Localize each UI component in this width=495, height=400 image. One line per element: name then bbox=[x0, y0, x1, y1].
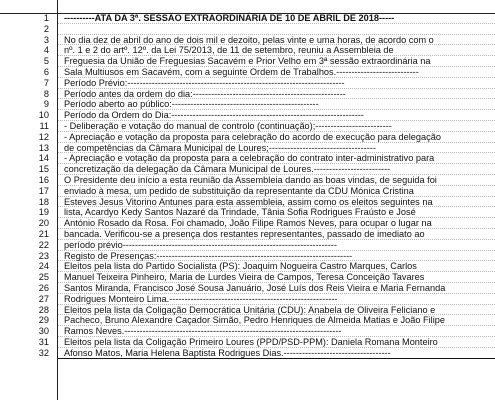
line-number: 1 bbox=[43, 13, 49, 23]
line-number: 26 bbox=[38, 282, 49, 293]
text-line: Eleitos pela lista da Coligação Primeiro Loures (PPD/PSD-PPM): Daniela Romana Monteiro bbox=[58, 337, 495, 348]
text-line: concretização da delegação da Câmara Municipal de Loures.------------------------- bbox=[58, 164, 495, 175]
text-line: Santos Miranda, Francisco José Sousa Januário, José Luís dos Reis Vieira e Maria Fernanda bbox=[58, 283, 495, 294]
text-line: - Deliberação e votação do manual de controlo (continuação);------------------------- bbox=[58, 121, 495, 132]
text-line: Esteves Jesus Vitorino Antunes para esta assembleia, assim como os eleitos seguintes na bbox=[58, 197, 495, 208]
line-number: 7 bbox=[43, 77, 49, 88]
text-line: Período aberto ao público:------------------------------------------------ bbox=[58, 99, 495, 110]
text-line: Período antes da ordem do dia:-------------------------------------------------- bbox=[58, 89, 495, 100]
line-number: 17 bbox=[38, 185, 49, 196]
text-line: Ramos Neves.----------------------------------------------------------------------- bbox=[58, 326, 495, 337]
line-number: 16 bbox=[38, 174, 49, 185]
line-number: 4 bbox=[43, 45, 49, 56]
line-number: 23 bbox=[38, 250, 49, 261]
line-number: 10 bbox=[38, 110, 49, 121]
line-number: 25 bbox=[38, 272, 49, 283]
text-line: Eleitos pela lista do Partido Socialista (PS): Joaquim Nogueira Castro Marques, Carlos bbox=[58, 261, 495, 272]
text-line: António Rosado da Rosa. Foi chamado, João Filipe Ramos Neves, para ocupar o lugar na bbox=[58, 218, 495, 229]
text-line: Freguesia da União de Freguesias Sacavém e Prior Velho em 3ª sessão extraordinária na bbox=[58, 56, 495, 67]
line-number: 32 bbox=[38, 347, 49, 358]
line-number: 9 bbox=[43, 99, 49, 110]
text-line: de competências da Câmara Municipal de Loures;----------------------------------- bbox=[58, 143, 495, 154]
line-number: 28 bbox=[38, 304, 49, 315]
text-column bbox=[58, 0, 495, 400]
line-number: 12 bbox=[38, 131, 49, 142]
line-number: 29 bbox=[38, 315, 49, 326]
text-line: Manuel Teixeira Pinheiro, Maria de Lurdes Vieira de Campos, Teresa Conceição Tavares bbox=[58, 272, 495, 283]
line-number: 20 bbox=[38, 218, 49, 229]
line-number: 31 bbox=[38, 336, 49, 347]
line-number: 5 bbox=[43, 56, 49, 67]
text-line: Registo de Presenças:---------------------------------------------------------------- bbox=[58, 251, 495, 262]
line-number: 6 bbox=[43, 66, 49, 77]
line-number: 24 bbox=[38, 261, 49, 272]
line-number: 21 bbox=[38, 228, 49, 239]
line-number: 8 bbox=[43, 88, 49, 99]
text-line: O Presidente deu início a esta reunião da Assembleia dando as boas vindas, de seguida foi bbox=[58, 175, 495, 186]
text-line: enviado à mesa, um pedido de substituição da representante da CDU Mónica Cristina bbox=[58, 186, 495, 197]
text-line: Rodrigues Monteiro Lima.------------------------------------------------------- bbox=[58, 294, 495, 305]
text-line: Eleitos pela lista da Coligação Democrática Unitária (CDU): Anabela de Oliveira Feliciano e bbox=[58, 305, 495, 316]
text-line: Período Prévio:----------------------------------------------------------------------- bbox=[58, 78, 495, 89]
text-line: - Apreciação e votação da proposta para a celebração do contrato inter-administrativo para bbox=[58, 153, 495, 164]
text-line: Período da Ordem do Dia:--------------------------------------------------------------- bbox=[58, 110, 495, 121]
line-number: 11 bbox=[39, 120, 49, 131]
text-line: Sala Multiusos em Sacavém, com a seguinte Ordem de Trabalhos.--------------------------- bbox=[58, 67, 495, 78]
text-line: Pacheco, Bruno Alexandre Caçador Simão, Pedro Henriques de Almeida Matias e João Filipe bbox=[58, 315, 495, 326]
text-line: lista, Acardyo Kedy Santos Nazaré da Trindade, Tânia Sofia Rodrigues Fraústo e José bbox=[58, 207, 495, 218]
text-line: Afonso Matos, Maria Helena Baptista Rodrigues Dias.----------------------------------- bbox=[58, 348, 495, 359]
text-line: No dia dez de abril do ano de dois mil e dezoito, pelas vinte e uma horas, de acordo com o bbox=[58, 35, 495, 46]
header-rule bbox=[0, 13, 495, 14]
line-number: 27 bbox=[38, 293, 49, 304]
line-number: 2 bbox=[43, 23, 49, 34]
line-number: 18 bbox=[38, 196, 49, 207]
text-line: nº. 1 e 2 do artº. 12º. da Lei 75/2013, de 11 de setembro, reuniu a Assembleia de bbox=[58, 45, 495, 56]
line-number-column bbox=[0, 0, 58, 400]
line-number: 13 bbox=[38, 142, 49, 153]
text-line: - Apreciação e votação da proposta para celebração do acordo de execução para delegação bbox=[58, 132, 495, 143]
text-line: bancada. Verificou-se a presença dos restantes representantes, passado de imediato ao bbox=[58, 229, 495, 240]
text-line bbox=[58, 24, 495, 35]
line-number: 15 bbox=[38, 164, 49, 175]
line-number: 19 bbox=[38, 207, 49, 218]
line-number: 22 bbox=[38, 239, 49, 250]
document-title: ----------ATA DA 3ª. SESSÃO EXTRAORDINÁRIA DE 10 DE ABRIL DE 2018----- bbox=[58, 13, 495, 24]
line-number: 30 bbox=[38, 326, 49, 337]
text-line: período prévio---------------------------------------------------------------------- bbox=[58, 240, 495, 251]
line-number: 3 bbox=[43, 34, 49, 45]
line-number: 14 bbox=[38, 153, 49, 164]
